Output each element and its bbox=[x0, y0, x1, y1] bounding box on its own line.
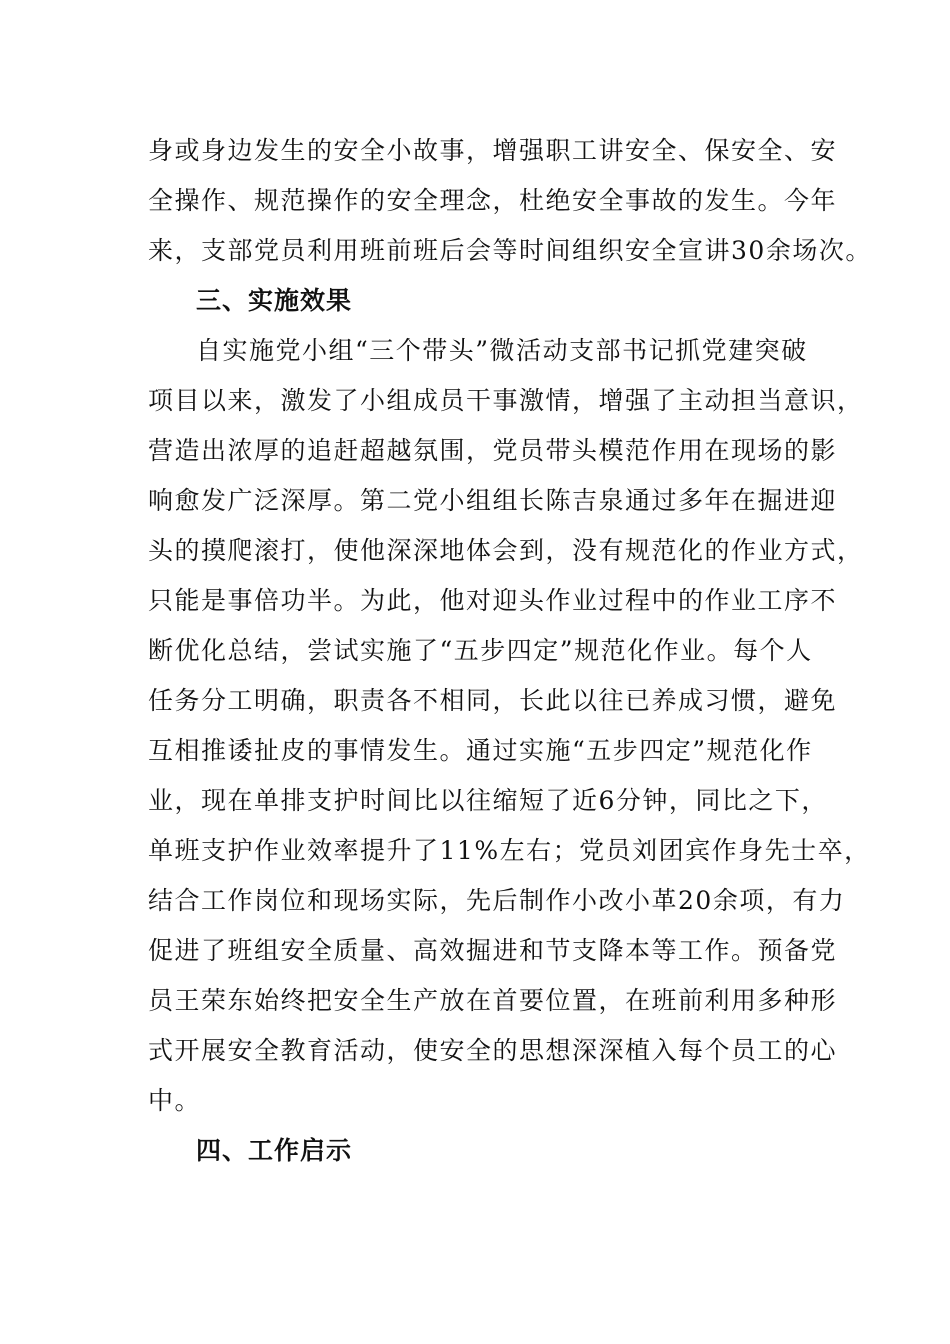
body-text-line: 断优化总结，尝试实施了“五步四定”规范化作业。每个人 bbox=[148, 636, 813, 665]
body-text-line: 身或身边发生的安全小故事，增强职工讲安全、保安全、安 bbox=[148, 136, 838, 165]
body-text-line: 来，支部党员利用班前班后会等时间组织安全宣讲30余场次。 bbox=[148, 236, 872, 265]
body-text-line: 业，现在单排支护时间比以往缩短了近6分钟，同比之下， bbox=[148, 786, 828, 815]
body-text-line: 任务分工明确，职责各不相同，长此以往已养成习惯，避免 bbox=[148, 686, 838, 715]
body-text-line: 头的摸爬滚打，使他深深地体会到，没有规范化的作业方式， bbox=[148, 536, 864, 565]
body-text-line: 中。 bbox=[148, 1086, 202, 1115]
body-text-line: 式开展安全教育活动，使安全的思想深深植入每个员工的心 bbox=[148, 1036, 838, 1065]
body-text-line: 项目以来，激发了小组成员干事激情，增强了主动担当意识， bbox=[148, 386, 864, 415]
body-text-line: 员王荣东始终把安全生产放在首要位置，在班前利用多种形 bbox=[148, 986, 838, 1015]
body-text-line: 全操作、规范操作的安全理念，杜绝安全事故的发生。今年 bbox=[148, 186, 838, 215]
body-text-line: 只能是事倍功半。为此，他对迎头作业过程中的作业工序不 bbox=[148, 586, 838, 615]
body-text-line: 响愈发广泛深厚。第二党小组组长陈吉泉通过多年在掘进迎 bbox=[148, 486, 838, 515]
body-text-line: 互相推诿扯皮的事情发生。通过实施“五步四定”规范化作 bbox=[148, 736, 813, 765]
body-text-line: 自实施党小组“三个带头”微活动支部书记抓党建突破 bbox=[196, 336, 808, 365]
body-text-line: 促进了班组安全质量、高效掘进和节支降本等工作。预备党 bbox=[148, 936, 838, 965]
body-text-line: 营造出浓厚的追赶超越氛围，党员带头模范作用在现场的影 bbox=[148, 436, 838, 465]
section-heading-implementation-effects: 三、实施效果 bbox=[196, 286, 353, 315]
body-text-line: 单班支护作业效率提升了11%左右；党员刘团宾作身先士卒， bbox=[148, 836, 871, 865]
body-text-line: 结合工作岗位和现场实际，先后制作小改小革20余项，有力 bbox=[148, 886, 846, 915]
section-heading-work-insights: 四、工作启示 bbox=[196, 1136, 353, 1165]
